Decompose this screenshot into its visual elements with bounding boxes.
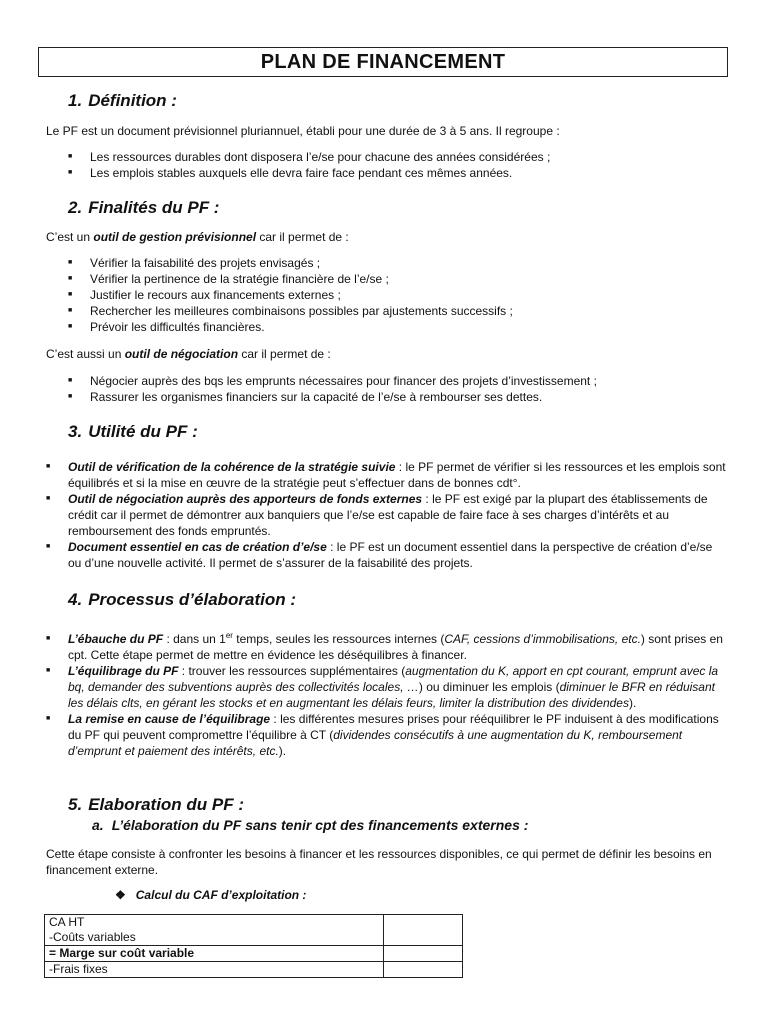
section-number: 1. xyxy=(68,91,83,110)
section-5-heading xyxy=(68,795,244,815)
superscript: er xyxy=(225,631,233,640)
list-item: ■ Les ressources durables dont disposera l’e/se pour chacune des années considérées ; xyxy=(68,149,550,165)
list-item: ■ Vérifier la faisabilité des projets envisagés ; xyxy=(68,255,513,271)
italic-text: CAF, cessions d’immobilisations, etc. xyxy=(444,632,641,646)
section-4-heading xyxy=(68,590,296,610)
section-2-list-1 xyxy=(68,255,513,335)
list-item xyxy=(46,631,726,663)
text-fragment: temps, seules les ressources internes ( xyxy=(232,632,445,646)
list-item xyxy=(46,663,726,711)
text-fragment: C’est aussi un xyxy=(46,347,125,361)
text-fragment: ). xyxy=(278,744,287,758)
text-fragment: ) sont prises en cpt. Cette étape permet de mettre en évidence les déséquilibres à financer. xyxy=(68,632,723,662)
list-item: ■ Prévoir les difficultés financières. xyxy=(68,319,513,335)
section-title: Finalités du PF : xyxy=(88,198,220,217)
section-3-list xyxy=(46,459,726,571)
emphasis: Document essentiel en cas de création d’e/se xyxy=(68,540,327,554)
section-2-heading xyxy=(68,198,219,218)
diamond-bullet-icon: ❖ xyxy=(115,888,126,902)
caf-bullet-label: Calcul du CAF d’exploitation : xyxy=(135,888,307,902)
emphasis: L’équilibrage du PF xyxy=(68,664,179,678)
list-item: ■ Justifier le recours aux financements externes ; xyxy=(68,287,513,303)
subsection-title: L’élaboration du PF sans tenir cpt des financements externes : xyxy=(111,817,529,833)
list-item: ■ Négocier auprès des bqs les emprunts nécessaires pour financer des projets d’investissement ; xyxy=(68,373,597,389)
section-title: Elaboration du PF : xyxy=(88,795,245,814)
emphasis: La remise en cause de l’équilibrage xyxy=(68,712,271,726)
section-2-intro-1 xyxy=(46,229,349,245)
text-fragment: car il permet de : xyxy=(256,230,349,244)
emphasis: Outil de vérification de la cohérence de la stratégie suivie xyxy=(68,460,396,474)
list-item xyxy=(46,539,726,571)
list-item xyxy=(46,459,726,491)
list-item: ■ Les emplois stables auxquels elle devra faire face pendant ces mêmes années. xyxy=(68,165,550,181)
section-1-intro: Le PF est un document prévisionnel pluriannuel, établi pour une durée de 3 à 5 ans. Il regroupe : xyxy=(46,124,560,138)
text-fragment: : le PF est un document essentiel dans la perspective de création d’e/se ou d’une nouvelle activité. Il permet de s’assurer de la faisabilité des projets. xyxy=(68,540,713,570)
list-item xyxy=(46,491,726,539)
text-fragment: : les différentes mesures prises pour rééquilibrer le PF induisent à des modifications du PF qui peuvent compromettre l’équilibre à CT ( xyxy=(68,712,719,742)
table-value-cell xyxy=(384,946,463,962)
table-cell xyxy=(45,915,384,946)
text-fragment: : dans un 1 xyxy=(163,632,226,646)
table-row xyxy=(45,962,463,978)
table-row xyxy=(45,915,463,946)
text-fragment: : le PF permet de vérifier si les ressources et les emplois sont équilibrés et si la mise en œuvre de la stratégie peut s’effectuer dans de bonnes cdt°. xyxy=(68,460,726,490)
italic-text: dividendes consécutifs à une augmentation du K, remboursement d’emprunt et paiement des intérêts, etc. xyxy=(68,728,683,758)
section-4-list xyxy=(46,631,726,759)
section-title: Processus d’élaboration : xyxy=(88,590,297,609)
emphasis: Outil de négociation auprès des apporteurs de fonds externes xyxy=(68,492,423,506)
table-cell: -Frais fixes xyxy=(45,962,384,978)
section-5-text: Cette étape consiste à confronter les besoins à financer et les ressources disponibles, ce qui permet de définir les besoins en financement externe. xyxy=(46,847,712,877)
italic-text: augmentation du K, apport en cpt courant, emprunt avec la bq, demander des subventions auprès des collectivités locales, … xyxy=(68,664,719,694)
caf-table xyxy=(44,914,463,978)
cell-line: CA HT xyxy=(49,915,85,929)
cell-line: -Coûts variables xyxy=(49,930,136,944)
subsection-a-heading xyxy=(92,817,528,833)
italic-text: diminuer le BFR en réduisant les délais clts, en gérant les stocks et en augmentant les délais feurs, limiter la distribution des dividendes xyxy=(68,680,715,710)
text-fragment: ) ou diminuer les emplois ( xyxy=(418,680,560,694)
section-3-heading xyxy=(68,422,198,442)
section-title: Utilité du PF : xyxy=(88,422,198,441)
text-fragment: car il permet de : xyxy=(238,347,331,361)
list-item: ■ Vérifier la pertinence de la stratégie financière de l’e/se ; xyxy=(68,271,513,287)
text-fragment: ). xyxy=(628,696,637,710)
table-cell: = Marge sur coût variable xyxy=(45,946,384,962)
table-value-cell xyxy=(384,915,463,946)
emphasis: L’ébauche du PF xyxy=(68,632,164,646)
subsection-number: a. xyxy=(92,817,104,833)
section-1-list xyxy=(68,149,550,181)
text-fragment: : trouver les ressources supplémentaires ( xyxy=(178,664,406,678)
list-item xyxy=(46,711,726,759)
emphasis: outil de négociation xyxy=(124,347,239,361)
section-2-list-2 xyxy=(68,373,597,405)
section-1-heading xyxy=(68,91,177,111)
section-title: Définition : xyxy=(88,91,177,110)
list-item: ■ Rassurer les organismes financiers sur la capacité de l’e/se à rembourser ses dettes. xyxy=(68,389,597,405)
list-item: ■ Rechercher les meilleures combinaisons possibles par ajustements successifs ; xyxy=(68,303,513,319)
section-number: 4. xyxy=(68,590,83,609)
section-number: 3. xyxy=(68,422,83,441)
page-title: PLAN DE FINANCEMENT xyxy=(38,47,728,77)
table-row xyxy=(45,946,463,962)
caf-bullet xyxy=(115,888,306,902)
table-value-cell xyxy=(384,962,463,978)
section-2-intro-2 xyxy=(46,346,331,362)
text-fragment: : le PF est exigé par la plupart des établissements de crédit car il permet de démontrer aux banquiers que l’e/se est capable de faire face à ses charges d’intérêts et au remboursement des fonds empruntés. xyxy=(68,492,708,538)
text-fragment: C’est un xyxy=(46,230,94,244)
emphasis: outil de gestion prévisionnel xyxy=(93,230,257,244)
section-number: 5. xyxy=(68,795,83,814)
section-number: 2. xyxy=(68,198,83,217)
